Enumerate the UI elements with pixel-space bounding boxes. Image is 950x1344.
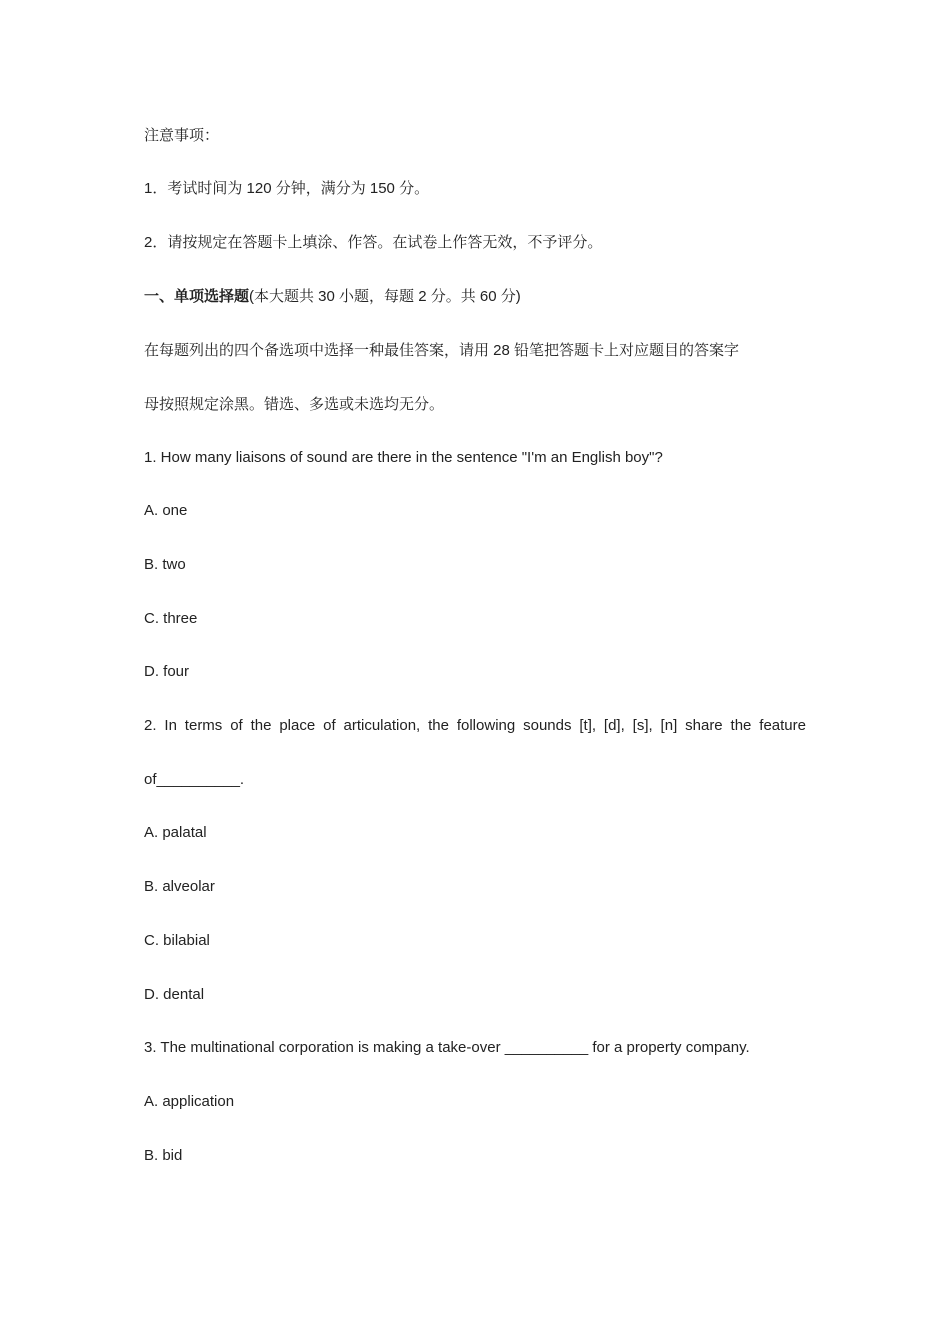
- section-title-rest: (本大题共 30 小题，每题 2 分。共 60 分): [249, 288, 521, 305]
- section-instructions-line-1: 在每题列出的四个备选项中选择一种最佳答案，请用 28 铅笔把答题卡上对应题目的答案字: [144, 342, 740, 359]
- question-2-option-a: A. palatal: [144, 824, 207, 841]
- question-2-option-d: D. dental: [144, 986, 205, 1003]
- section-title-bold: 一、单项选择题: [144, 288, 250, 305]
- question-1-option-d: D. four: [144, 663, 190, 680]
- question-2-option-b: B. alveolar: [144, 878, 215, 895]
- question-1-option-a: A. one: [144, 502, 188, 519]
- question-2-option-c: C. bilabial: [144, 932, 210, 949]
- question-1-option-b: B. two: [144, 556, 186, 573]
- question-2-text-line-1: 2. In terms of the place of articulation, the following sounds [t], [d], [s], [n] share the feature: [144, 717, 806, 734]
- section-title: [144, 286, 806, 308]
- section-instructions-line-2: 母按照规定涂黑。错选、多选或未选均无分。: [144, 396, 445, 413]
- notice-item-2: 2．请按规定在答题卡上填涂、作答。在试卷上作答无效，不予评分。: [144, 234, 603, 251]
- question-3-option-b: B. bid: [144, 1147, 183, 1164]
- question-3-text: 3. The multinational corporation is making a take-over __________ for a property company.: [144, 1039, 750, 1056]
- question-2-text-line-2: of__________.: [144, 771, 245, 788]
- question-3-option-a: A. application: [144, 1093, 235, 1110]
- notice-item-1: 1．考试时间为 120 分钟，满分为 150 分。: [144, 180, 430, 197]
- question-1-text: 1. How many liaisons of sound are there in the sentence "I'm an English boy"?: [144, 449, 663, 466]
- notice-heading: 注意事项：: [144, 127, 220, 144]
- question-1-option-c: C. three: [144, 610, 198, 627]
